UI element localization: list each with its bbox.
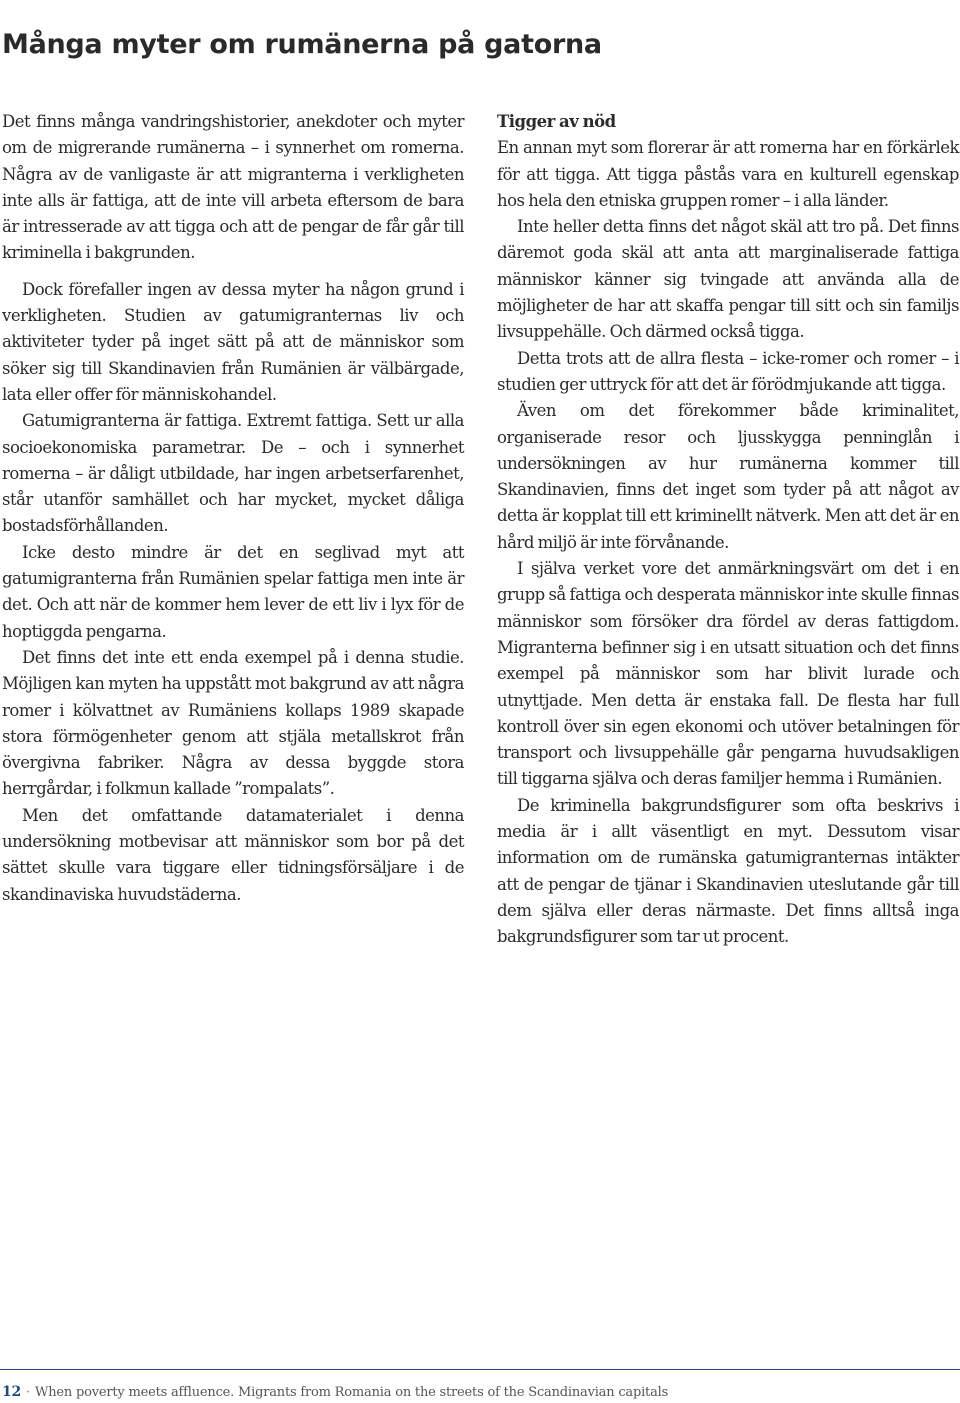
body-paragraph: Det finns det inte ett enda exempel på i denna studie. Möjligen kan myten ha uppstått mot bakgrund av att några romer i kölvattnet av Rumäniens kollaps 1989 skapade stora förmögenheter genom att stjäla metallskrot från övergivna fabriker. Några av dessa byggde stora herrgårdar, i folkmun kallade ”rompalats”. [2,647,464,799]
body-paragraph: Även om det förekommer både kriminalitet, organiserade resor och ljusskygga penninglån i undersökningen av hur rumänerna kommer till Skandinavien, finns det inget som tyder på att något av detta är kopplat till ett kriminellt nätverk. Men att det är en hård miljö är inte förvånande. [497,401,959,552]
body-paragraph: Dock förefaller ingen av dessa myter ha någon grund i verkligheten. Studien av gatumigranternas liv och aktiviteter tyder på inget sätt på att de människor som söker sig till Skandinavien från Rumänien är välbärgade, lata eller offer för människohandel. [2,279,464,404]
body-paragraph: Men det omfattande datamaterialet i denna undersökning motbevisar att människor som bor på det sättet skulle vara tiggare eller tidningsförsäljare i de skandinaviska huvudstäderna. [2,805,464,904]
body-paragraph: Gatumigranterna är fattiga. Extremt fattiga. Sett ur alla socioekonomiska parametrar. De – och i synnerhet romerna – är dåligt utbildade, har ingen arbetserfarenhet, står utanför samhället och har mycket, mycket dåliga bostadsförhållanden. [2,411,464,536]
page-number: 12 [2,1384,22,1400]
body-paragraph: I själva verket vore det anmärkningsvärt om det i en grupp så fattiga och desperata människor inte skulle finnas människor som försöker dra fördel av deras fattigdom. Migranterna befinner sig i en utsatt situation och det finns exempel på människor som har blivit lurade och utnyttjade. Men detta är enstaka fall. De flesta har full kontroll över sin egen ekonomi och utöver betalningen för transport och livsuppehälle går pengarna huvudsakligen till tiggarna själva och deras familjer hemma i Rumänien. [497,559,959,789]
body-paragraph: Detta trots att de allra flesta – icke-romer och romer – i studien ger uttryck för att det är förödmjukande att tigga. [497,348,959,394]
body-paragraph: Det finns många vandringshistorier, anekdoter och myter om de migrerande rumänerna – i synnerhet om romerna. Några av de vanligaste är att migranterna i verkligheten inte alls är fattiga, att de inte vill arbeta eftersom de bara är intresserade av att tigga och att de pengar de får går till kriminella i bakgrunden. [2,112,464,263]
running-title: When poverty meets affluence. Migrants from Romania on the streets of the Scandinavian capitals [35,1385,669,1400]
body-paragraph: Icke desto mindre är det en seglivad myt att gatumigranterna från Rumänien spelar fattiga men inte är det. Och att när de kommer hem lever de ett liv i lyx för de hoptiggda pengarna. [2,542,464,641]
right-column [497,109,959,951]
body-paragraph: En annan myt som florerar är att romerna har en förkärlek för att tigga. Att tigga påstås vara en kulturell egenskap hos hela den etniska gruppen romer – i alla länder. [497,138,959,210]
body-paragraph: De kriminella bakgrundsfigurer som ofta beskrivs i media är i allt väsentligt en myt. Dessutom visar information om de rumänska gatumigranternas intäkter att de pengar de tjänar i Skandinavien uteslutande går till dem själva eller deras närmaste. Det finns alltså inga bakgrundsfigurer som tar ut procent. [497,795,959,947]
page-footer [2,1384,668,1400]
left-column [2,109,464,908]
section-subheading: Tigger av nöd [497,112,616,131]
footer-separator: · [26,1385,31,1400]
page-title: Många myter om rumänerna på gatorna [2,29,602,60]
footer-divider [0,1369,960,1370]
body-paragraph: Inte heller detta finns det något skäl att tro på. Det finns däremot goda skäl att anta att marginaliserade fattiga människor känner sig tvingade att använda alla de möjligheter de har att skaffa pengar till sitt och sin familjs livsuppehälle. Och därmed också tigga. [497,217,959,342]
